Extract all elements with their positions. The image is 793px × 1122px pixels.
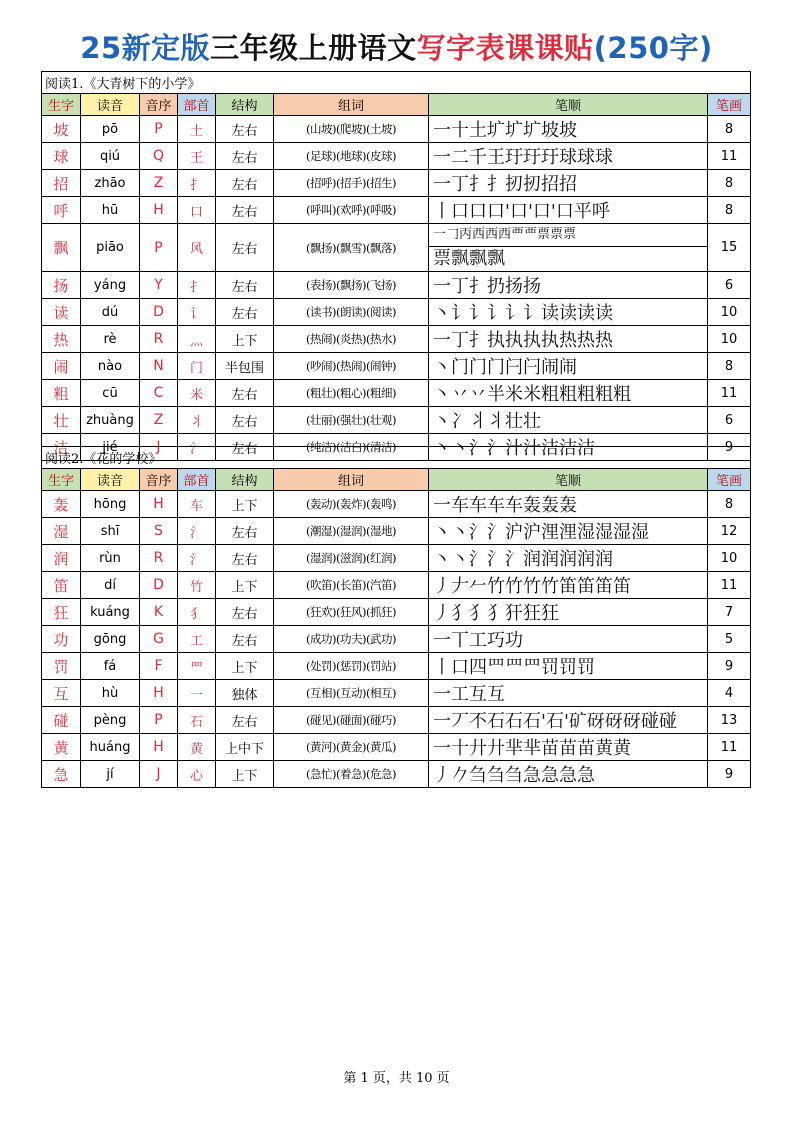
table-row bbox=[42, 353, 751, 380]
cell-structure: 左右 bbox=[216, 170, 274, 197]
cell-pinyin: hōng bbox=[81, 491, 140, 518]
header-order: 音序 bbox=[140, 94, 178, 116]
cell-words: (热闹)(炎热)(热水) bbox=[274, 326, 429, 353]
cell-count: 9 bbox=[708, 653, 751, 680]
cell-char: 招 bbox=[42, 170, 81, 197]
cell-char: 润 bbox=[42, 545, 81, 572]
table-row bbox=[42, 518, 751, 545]
cell-radical: 讠 bbox=[178, 299, 216, 326]
cell-radical: 黄 bbox=[178, 734, 216, 761]
cell-structure: 左右 bbox=[216, 380, 274, 407]
cell-order: P bbox=[140, 116, 178, 143]
cell-count: 8 bbox=[708, 170, 751, 197]
header-pinyin: 读音 bbox=[81, 469, 140, 491]
cell-order: N bbox=[140, 353, 178, 380]
cell-order: R bbox=[140, 326, 178, 353]
cell-radical: 犭 bbox=[178, 599, 216, 626]
cell-words: (急忙)(着急)(危急) bbox=[274, 761, 429, 788]
cell-words: (壮丽)(强壮)(壮观) bbox=[274, 407, 429, 434]
cell-order: Q bbox=[140, 143, 178, 170]
cell-count: 6 bbox=[708, 407, 751, 434]
cell-char: 球 bbox=[42, 143, 81, 170]
cell-char: 互 bbox=[42, 680, 81, 707]
cell-radical: 车 bbox=[178, 491, 216, 518]
cell-order: F bbox=[140, 653, 178, 680]
cell-words: (山坡)(爬坡)(土坡) bbox=[274, 116, 429, 143]
cell-pinyin: fá bbox=[81, 653, 140, 680]
cell-words: (处罚)(惩罚)(罚站) bbox=[274, 653, 429, 680]
cell-count: 10 bbox=[708, 299, 751, 326]
cell-radical: 氵 bbox=[178, 545, 216, 572]
table-row bbox=[42, 545, 751, 572]
cell-radical: 风 bbox=[178, 224, 216, 272]
table-row bbox=[42, 491, 751, 518]
table-row bbox=[42, 143, 751, 170]
cell-radical: 罒 bbox=[178, 653, 216, 680]
cell-structure: 左右 bbox=[216, 224, 274, 272]
header-char: 生字 bbox=[42, 469, 81, 491]
cell-structure: 左右 bbox=[216, 434, 274, 461]
cell-structure: 上下 bbox=[216, 326, 274, 353]
cell-count: 4 bbox=[708, 680, 751, 707]
cell-structure: 左右 bbox=[216, 197, 274, 224]
cell-structure: 左右 bbox=[216, 407, 274, 434]
cell-structure: 半包围 bbox=[216, 353, 274, 380]
cell-radical: 一 bbox=[178, 680, 216, 707]
header-count: 笔画 bbox=[708, 469, 751, 491]
cell-strokes: 丶丶氵氵沪沪浬浬湿湿湿湿 bbox=[429, 518, 708, 545]
cell-order: D bbox=[140, 572, 178, 599]
cell-pinyin: hū bbox=[81, 197, 140, 224]
cell-radical: 土 bbox=[178, 116, 216, 143]
cell-count: 11 bbox=[708, 734, 751, 761]
cell-strokes bbox=[429, 224, 708, 272]
title-part-count: (250字) bbox=[593, 31, 713, 65]
cell-char: 粗 bbox=[42, 380, 81, 407]
cell-radical: 丬 bbox=[178, 407, 216, 434]
stroke-sequence-line-1: 一𠃌丙西西西覀覀票票票 bbox=[429, 224, 707, 247]
title-part-sheet: 写字表课课贴 bbox=[416, 31, 594, 65]
cell-strokes: 丶丶氵氵氵润润润润润 bbox=[429, 545, 708, 572]
cell-order: Z bbox=[140, 170, 178, 197]
header-row bbox=[42, 94, 751, 116]
cell-char: 功 bbox=[42, 626, 81, 653]
cell-words: (吵闹)(热闹)(闹钟) bbox=[274, 353, 429, 380]
cell-pinyin: dú bbox=[81, 299, 140, 326]
cell-words: (读书)(朗读)(阅读) bbox=[274, 299, 429, 326]
cell-count: 8 bbox=[708, 491, 751, 518]
cell-strokes: 丿𠂇𠂉竹竹竹竹笛笛笛笛 bbox=[429, 572, 708, 599]
cell-structure: 左右 bbox=[216, 272, 274, 299]
cell-words: (足球)(地球)(皮球) bbox=[274, 143, 429, 170]
cell-count: 15 bbox=[708, 224, 751, 272]
cell-structure: 左右 bbox=[216, 143, 274, 170]
cell-words: (碰见)(碰面)(碰巧) bbox=[274, 707, 429, 734]
cell-strokes: 丨口四罒罒罒罚罚罚 bbox=[429, 653, 708, 680]
table-row bbox=[42, 197, 751, 224]
header-pinyin: 读音 bbox=[81, 94, 140, 116]
cell-strokes: 一工互互 bbox=[429, 680, 708, 707]
cell-pinyin: jí bbox=[81, 761, 140, 788]
section-title-row bbox=[42, 447, 751, 469]
table-row bbox=[42, 116, 751, 143]
cell-char: 壮 bbox=[42, 407, 81, 434]
cell-structure: 左右 bbox=[216, 299, 274, 326]
cell-radical: 扌 bbox=[178, 170, 216, 197]
cell-count: 8 bbox=[708, 116, 751, 143]
cell-structure: 上下 bbox=[216, 491, 274, 518]
cell-char: 坡 bbox=[42, 116, 81, 143]
cell-char: 闹 bbox=[42, 353, 81, 380]
cell-pinyin: pō bbox=[81, 116, 140, 143]
cell-strokes: 丶丶氵氵汁汁洁洁洁 bbox=[429, 434, 708, 461]
table-row bbox=[42, 299, 751, 326]
table-row bbox=[42, 626, 751, 653]
cell-char: 急 bbox=[42, 761, 81, 788]
cell-count: 8 bbox=[708, 353, 751, 380]
cell-char: 狂 bbox=[42, 599, 81, 626]
cell-count: 9 bbox=[708, 761, 751, 788]
header-strokes: 笔顺 bbox=[429, 469, 708, 491]
table-row bbox=[42, 326, 751, 353]
cell-count: 11 bbox=[708, 143, 751, 170]
cell-pinyin: piāo bbox=[81, 224, 140, 272]
cell-strokes: 一十土圹圹圹坡坡 bbox=[429, 116, 708, 143]
cell-pinyin: kuáng bbox=[81, 599, 140, 626]
cell-order: J bbox=[140, 434, 178, 461]
cell-words: (招呼)(招手)(招生) bbox=[274, 170, 429, 197]
table-row bbox=[42, 380, 751, 407]
header-radical: 部首 bbox=[178, 94, 216, 116]
header-count: 笔画 bbox=[708, 94, 751, 116]
cell-order: S bbox=[140, 518, 178, 545]
header-strokes: 笔顺 bbox=[429, 94, 708, 116]
table-row bbox=[42, 761, 751, 788]
cell-order: G bbox=[140, 626, 178, 653]
cell-structure: 左右 bbox=[216, 626, 274, 653]
cell-radical: 石 bbox=[178, 707, 216, 734]
cell-pinyin: rè bbox=[81, 326, 140, 353]
cell-structure: 左右 bbox=[216, 545, 274, 572]
cell-pinyin: shī bbox=[81, 518, 140, 545]
cell-radical: 工 bbox=[178, 626, 216, 653]
cell-strokes: 丶丷丷半米米粗粗粗粗粗 bbox=[429, 380, 708, 407]
cell-strokes: 丨口口口'口'口'口平呼 bbox=[429, 197, 708, 224]
cell-radical: 王 bbox=[178, 143, 216, 170]
cell-strokes: 一车车车车轰轰轰 bbox=[429, 491, 708, 518]
header-radical: 部首 bbox=[178, 469, 216, 491]
cell-char: 黄 bbox=[42, 734, 81, 761]
cell-words: (吹笛)(长笛)(汽笛) bbox=[274, 572, 429, 599]
cell-order: D bbox=[140, 299, 178, 326]
cell-char: 洁 bbox=[42, 434, 81, 461]
cell-char: 读 bbox=[42, 299, 81, 326]
cell-strokes: 一丁扌执执执执热热热 bbox=[429, 326, 708, 353]
cell-strokes: 丿𠂊刍刍刍急急急急 bbox=[429, 761, 708, 788]
cell-char: 呼 bbox=[42, 197, 81, 224]
cell-strokes: 一丅工巧功 bbox=[429, 626, 708, 653]
cell-pinyin: gōng bbox=[81, 626, 140, 653]
cell-char: 湿 bbox=[42, 518, 81, 545]
cell-radical: 氵 bbox=[178, 518, 216, 545]
cell-count: 7 bbox=[708, 599, 751, 626]
table-row bbox=[42, 599, 751, 626]
cell-radical: 心 bbox=[178, 761, 216, 788]
cell-words: (纯洁)(洁白)(清洁) bbox=[274, 434, 429, 461]
header-words: 组词 bbox=[274, 94, 429, 116]
cell-order: P bbox=[140, 707, 178, 734]
section-title: 阅读2.《花的学校》 bbox=[42, 447, 751, 469]
cell-count: 10 bbox=[708, 545, 751, 572]
cell-count: 5 bbox=[708, 626, 751, 653]
cell-order: Y bbox=[140, 272, 178, 299]
cell-count: 8 bbox=[708, 197, 751, 224]
title-part-book: 三年级上册语文 bbox=[210, 31, 417, 65]
page-title bbox=[0, 26, 793, 70]
cell-structure: 上下 bbox=[216, 761, 274, 788]
cell-words: (互相)(互动)(相互) bbox=[274, 680, 429, 707]
table-row bbox=[42, 734, 751, 761]
cell-order: C bbox=[140, 380, 178, 407]
header-order: 音序 bbox=[140, 469, 178, 491]
page-footer: 第 1 页，共 10 页 bbox=[343, 1071, 450, 1086]
section-title: 阅读1.《大青树下的小学》 bbox=[42, 72, 751, 94]
cell-char: 扬 bbox=[42, 272, 81, 299]
cell-radical: 米 bbox=[178, 380, 216, 407]
cell-char: 轰 bbox=[42, 491, 81, 518]
section-table-2 bbox=[41, 446, 751, 788]
cell-words: (表扬)(飘扬)(飞扬) bbox=[274, 272, 429, 299]
table-row bbox=[42, 407, 751, 434]
cell-pinyin: dí bbox=[81, 572, 140, 599]
cell-strokes: 丶讠讠讠讠讠读读读读 bbox=[429, 299, 708, 326]
stroke-sequence-line-2: 票飘飘飘 bbox=[433, 248, 505, 269]
cell-char: 热 bbox=[42, 326, 81, 353]
cell-count: 10 bbox=[708, 326, 751, 353]
cell-structure: 左右 bbox=[216, 707, 274, 734]
table-row bbox=[42, 680, 751, 707]
cell-strokes: 一丆不石石石'石'矿砑砑砑碰碰 bbox=[429, 707, 708, 734]
header-row bbox=[42, 469, 751, 491]
cell-pinyin: rùn bbox=[81, 545, 140, 572]
header-structure: 结构 bbox=[216, 469, 274, 491]
section-table-1 bbox=[41, 71, 751, 461]
cell-strokes: 一二千王玗玗玗球球球 bbox=[429, 143, 708, 170]
cell-structure: 左右 bbox=[216, 599, 274, 626]
title-part-grade: 25新定版 bbox=[80, 31, 211, 65]
cell-count: 13 bbox=[708, 707, 751, 734]
cell-order: H bbox=[140, 197, 178, 224]
cell-pinyin: nào bbox=[81, 353, 140, 380]
cell-pinyin: huáng bbox=[81, 734, 140, 761]
cell-strokes: 一丁扌扌扨扨招招 bbox=[429, 170, 708, 197]
cell-words: (潮湿)(湿润)(湿地) bbox=[274, 518, 429, 545]
cell-structure: 上中下 bbox=[216, 734, 274, 761]
section-title-row bbox=[42, 72, 751, 94]
cell-words: (狂欢)(狂风)(抓狂) bbox=[274, 599, 429, 626]
cell-order: R bbox=[140, 545, 178, 572]
cell-count: 11 bbox=[708, 572, 751, 599]
cell-order: H bbox=[140, 734, 178, 761]
cell-pinyin: qiú bbox=[81, 143, 140, 170]
cell-words: (黄河)(黄金)(黄瓜) bbox=[274, 734, 429, 761]
cell-structure: 左右 bbox=[216, 518, 274, 545]
cell-order: H bbox=[140, 680, 178, 707]
cell-structure: 上下 bbox=[216, 572, 274, 599]
table-row bbox=[42, 572, 751, 599]
header-structure: 结构 bbox=[216, 94, 274, 116]
cell-radical: 竹 bbox=[178, 572, 216, 599]
cell-order: K bbox=[140, 599, 178, 626]
cell-structure: 左右 bbox=[216, 116, 274, 143]
table-row bbox=[42, 272, 751, 299]
cell-pinyin: yáng bbox=[81, 272, 140, 299]
cell-pinyin: pèng bbox=[81, 707, 140, 734]
cell-words: (粗壮)(粗心)(粗细) bbox=[274, 380, 429, 407]
cell-char: 罚 bbox=[42, 653, 81, 680]
header-char: 生字 bbox=[42, 94, 81, 116]
cell-pinyin: hù bbox=[81, 680, 140, 707]
cell-count: 12 bbox=[708, 518, 751, 545]
cell-radical: 口 bbox=[178, 197, 216, 224]
cell-words: (轰动)(轰炸)(轰鸣) bbox=[274, 491, 429, 518]
cell-radical: 氵 bbox=[178, 434, 216, 461]
cell-pinyin: zhuàng bbox=[81, 407, 140, 434]
cell-words: (成功)(功夫)(武功) bbox=[274, 626, 429, 653]
cell-count: 9 bbox=[708, 434, 751, 461]
cell-count: 11 bbox=[708, 380, 751, 407]
cell-pinyin: jié bbox=[81, 434, 140, 461]
cell-radical: 灬 bbox=[178, 326, 216, 353]
cell-order: P bbox=[140, 224, 178, 272]
cell-strokes: 一丁扌扔扬扬 bbox=[429, 272, 708, 299]
cell-order: Z bbox=[140, 407, 178, 434]
table-row bbox=[42, 653, 751, 680]
cell-count: 6 bbox=[708, 272, 751, 299]
cell-strokes: 丶门门门闩闩闹闹 bbox=[429, 353, 708, 380]
cell-pinyin: zhāo bbox=[81, 170, 140, 197]
table-row bbox=[42, 170, 751, 197]
cell-radical: 扌 bbox=[178, 272, 216, 299]
cell-words: (飘扬)(飘雪)(飘落) bbox=[274, 224, 429, 272]
cell-words: (湿润)(滋润)(红润) bbox=[274, 545, 429, 572]
header-words: 组词 bbox=[274, 469, 429, 491]
cell-words: (呼叫)(欢呼)(呼吸) bbox=[274, 197, 429, 224]
cell-structure: 独体 bbox=[216, 680, 274, 707]
cell-strokes: 丶冫丬丬壮壮 bbox=[429, 407, 708, 434]
cell-char: 碰 bbox=[42, 707, 81, 734]
table-row bbox=[42, 224, 751, 272]
cell-structure: 上下 bbox=[216, 653, 274, 680]
cell-radical: 门 bbox=[178, 353, 216, 380]
cell-pinyin: cū bbox=[81, 380, 140, 407]
cell-char: 笛 bbox=[42, 572, 81, 599]
table-row bbox=[42, 707, 751, 734]
cell-order: H bbox=[140, 491, 178, 518]
cell-strokes: 一十廾廾芈芈苗苗苗黄黄 bbox=[429, 734, 708, 761]
cell-char: 飘 bbox=[42, 224, 81, 272]
cell-strokes: 丿犭犭犭犴狂狂 bbox=[429, 599, 708, 626]
cell-order: J bbox=[140, 761, 178, 788]
